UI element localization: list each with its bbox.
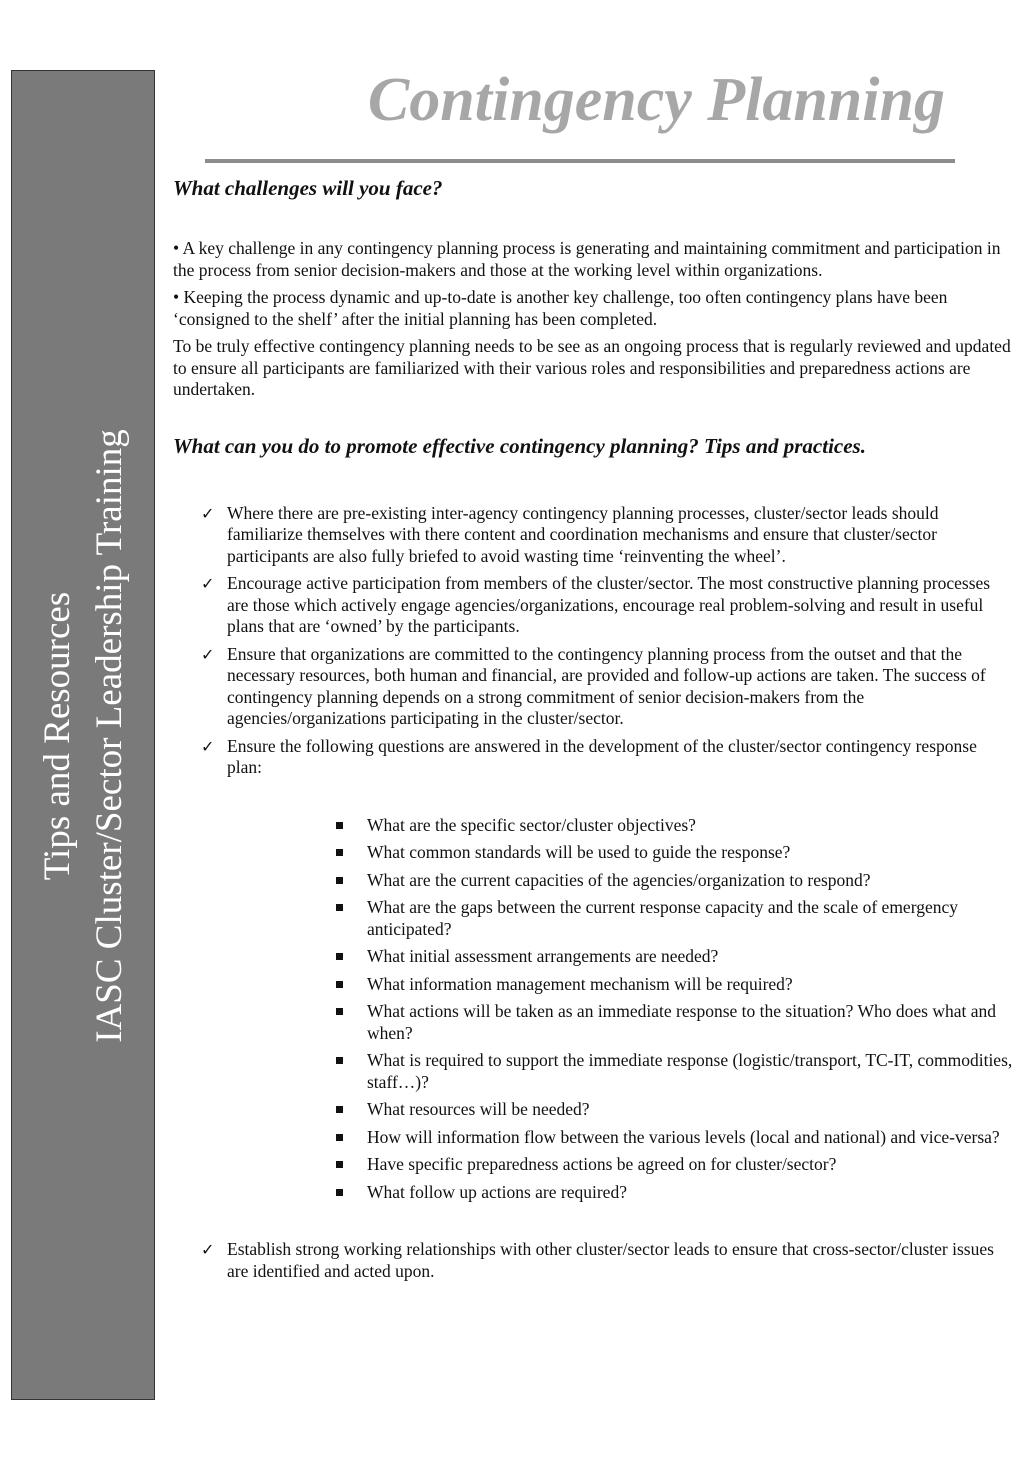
question-text: What are the gaps between the current response capacity and the scale of emergency anticipated?: [367, 897, 958, 939]
paragraph: • A key challenge in any contingency planning process is generating and maintaining commitment and participation in the process from senior decision-makers and those at the working level within organizations.: [173, 238, 1001, 280]
page-title: Contingency Planning: [367, 66, 945, 134]
question-text: What is required to support the immediate response (logistic/transport, TC-IT, commodities, staff…)?: [367, 1050, 1013, 1092]
list-item: [173, 1239, 1013, 1282]
list-item: [173, 1099, 1013, 1121]
paragraph: To be truly effective contingency planning needs to be see as an ongoing process that is regularly reviewed and updated to ensure all participants are familiarized with their various roles and responsibilities and preparedness actions are undertaken.: [173, 336, 1011, 399]
question-text: What initial assessment arrangements are needed?: [367, 946, 719, 966]
section-heading-tips: What can you do to promote effective contingency planning? Tips and practices.: [173, 433, 866, 458]
question-text: What are the specific sector/cluster objectives?: [367, 814, 696, 835]
square-bullet-icon: [336, 981, 343, 988]
tip-text: Ensure the following questions are answered in the development of the cluster/sector contingency response plan:: [227, 735, 977, 777]
square-bullet-icon: [336, 849, 343, 856]
square-bullet-icon: [336, 904, 343, 911]
list-item: [173, 573, 1013, 638]
tips-list: [173, 503, 1013, 779]
question-text: What actions will be taken as an immediate response to the situation? Who does what and when?: [367, 1001, 997, 1043]
checkmark-icon: ✓: [201, 736, 215, 756]
tip-text: Encourage active participation from members of the cluster/sector. The most constructive planning processes are those which actively engage agencies/organizations, encourage real problem-solving and result in useful plans that are ‘owned’ by the participants.: [227, 573, 991, 636]
square-bullet-icon: [336, 1189, 343, 1196]
list-item: [173, 870, 1013, 892]
list-item: [173, 946, 1013, 968]
list-item: [173, 897, 1013, 940]
question-text: What resources will be needed?: [367, 1099, 590, 1119]
sidebar-line-2: IASC Cluster/Sector Leadership Training: [89, 429, 130, 1043]
main-content: [173, 176, 1013, 1288]
final-tip-list: [173, 1239, 1013, 1282]
square-bullet-icon: [336, 1057, 343, 1064]
square-bullet-icon: [336, 953, 343, 960]
list-item: [173, 1127, 1013, 1149]
list-item: [173, 644, 1013, 730]
square-bullet-icon: [336, 822, 343, 829]
checkmark-icon: ✓: [201, 503, 215, 523]
list-item: [173, 1001, 1013, 1044]
section-heading-challenges: What challenges will you face?: [173, 176, 443, 200]
square-bullet-icon: [336, 1161, 343, 1168]
checkmark-icon: ✓: [201, 574, 215, 593]
list-item: [173, 974, 1013, 996]
square-bullet-icon: [336, 1134, 343, 1141]
questions-list: [173, 815, 1013, 1204]
square-bullet-icon: [336, 877, 343, 884]
list-item: [173, 1154, 1013, 1176]
list-item: [173, 1182, 1013, 1204]
question-text: What follow up actions are required?: [367, 1181, 627, 1202]
question-text: What are the current capacities of the agencies/organization to respond?: [367, 869, 871, 890]
sidebar-line-1: Tips and Resources: [37, 591, 78, 881]
question-text: How will information flow between the various levels (local and national) and vice-versa?: [367, 1126, 1000, 1147]
tip-text: Establish strong working relationships with other cluster/sector leads to ensure that cross-sector/cluster issues are identified and acted upon.: [227, 1239, 994, 1281]
checkmark-icon: ✓: [201, 644, 215, 664]
tip-text: Where there are pre-existing inter-agency contingency planning processes, cluster/sector leads should familiarize themselves with there content and coordination mechanisms and ensure that cluster/sector participants are also fully briefed to avoid wasting time ‘reinventing the wheel’.: [227, 502, 939, 566]
list-item: [173, 842, 1013, 864]
sidebar-title: [32, 429, 136, 1043]
title-divider: [205, 159, 955, 163]
checkmark-icon: ✓: [201, 1240, 215, 1259]
list-item: [173, 1050, 1013, 1093]
paragraph: • Keeping the process dynamic and up-to-date is another key challenge, too often contingency plans have been ‘consigned to the shelf’ after the initial planning has been completed.: [173, 287, 948, 329]
question-text: What information management mechanism will be required?: [367, 973, 793, 994]
square-bullet-icon: [336, 1008, 343, 1015]
question-text: Have specific preparedness actions be agreed on for cluster/sector?: [367, 1154, 837, 1174]
challenges-body: [173, 238, 1013, 401]
list-item: [173, 736, 1013, 779]
list-item: [173, 503, 1013, 568]
question-text: What common standards will be used to guide the response?: [367, 842, 791, 862]
list-item: [173, 815, 1013, 837]
tip-text: Ensure that organizations are committed to the contingency planning process from the outset and that the necessary resources, both human and financial, are provided and follow-up actions are taken. The success of contingency planning depends on a strong commitment of senior decision-makers from the agencies/organizations participating in the cluster/sector.: [227, 643, 986, 728]
sidebar-panel: [11, 70, 155, 1400]
square-bullet-icon: [336, 1106, 343, 1113]
